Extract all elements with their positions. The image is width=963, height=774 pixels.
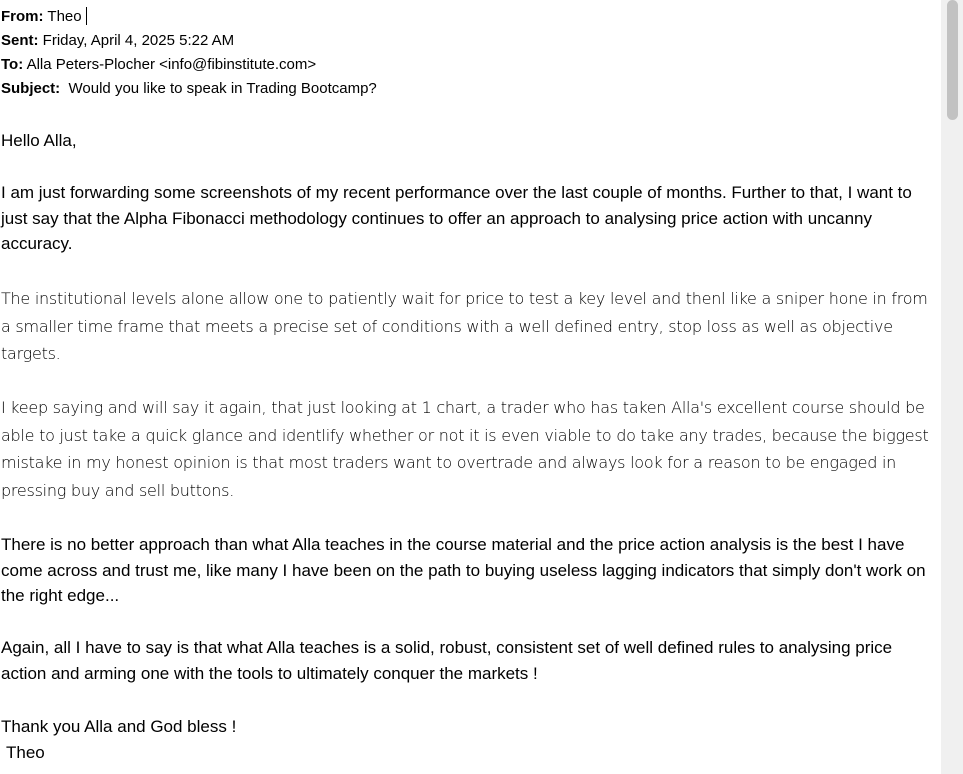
sent-line [1, 32, 234, 50]
paragraph-one-chart: I keep saying and will say it again, that just looking at 1 chart, a trader who has taken Alla's excellent course should be able to just take a quick glance and identlify whether or not it is even viable to do take any trades, because the biggest mistake in my honest opinion is that most traders want to overtrade and always look for a reason to be engaged in pressing buy and sell buttons. [1, 398, 929, 500]
to-label: To: [1, 56, 24, 73]
from-label: From: [1, 8, 44, 25]
subject-label: Subject: [1, 80, 61, 97]
signature: Theo [6, 743, 45, 762]
text-cursor [86, 7, 87, 25]
subject-value: Would you like to speak in Trading Bootcamp? [68, 80, 377, 97]
to-value[interactable]: Alla Peters-Plocher <info@fibinstitute.com> [26, 56, 317, 73]
paragraph-institutional-levels: The institutional levels alone allow one to patiently wait for price to test a key level and thenl like a sniper hone in from a smaller time frame that meets a precise set of conditions with a well defined entry, stop loss as well as objective targets. [1, 289, 928, 363]
from-value[interactable]: Theo [47, 8, 82, 25]
sent-label: Sent: [1, 32, 39, 49]
paragraph-intro: I am just forwarding some screenshots of my recent performance over the last couple of months. Further to that, I want to just say that the Alpha Fibonacci methodology continues to offer an approach to analysing price action with uncanny accuracy. [1, 183, 912, 253]
closing-line: Thank you Alla and God bless ! [1, 717, 237, 736]
paragraph-conclusion: Again, all I have to say is that what Alla teaches is a solid, robust, consistent set of well defined rules to analysing price action and arming one with the tools to ultimately conquer the markets ! [1, 638, 893, 683]
from-line [1, 7, 87, 26]
paragraph-best-approach: There is no better approach than what Alla teaches in the course material and the price action analysis is the best I have come across and trust me, like many I have been on the path to buying useless lagging indicators that simply don't work on the right edge... [1, 535, 926, 605]
sent-value: Friday, April 4, 2025 5:22 AM [42, 32, 235, 49]
greeting: Hello Alla, [1, 131, 77, 150]
subject-line [1, 80, 377, 98]
scrollbar-thumb[interactable] [947, 0, 958, 120]
vertical-scrollbar[interactable] [941, 0, 963, 774]
to-line [1, 56, 316, 74]
